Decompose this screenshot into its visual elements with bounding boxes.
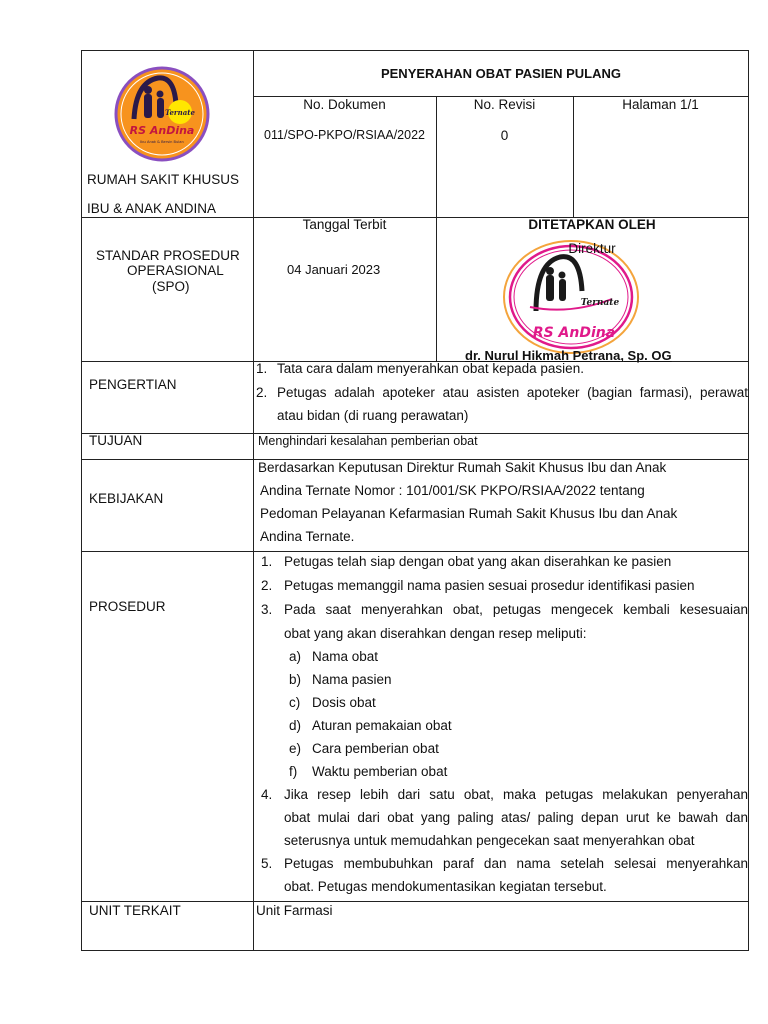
director-role: Direktur [568,241,616,256]
tujuan-label: TUJUAN [89,433,143,448]
stamp-brand: RS AnDina [532,325,616,341]
subitem-e: Cara pemberian obat [312,741,439,756]
tujuan-text: Menghindari kesalahan pemberian obat [258,434,478,448]
revision-value: 0 [500,128,509,143]
prosedur-item-3-line1: Pada saat menyerahkan obat, petugas mengecek kembali kesesuaian [284,602,748,617]
unit-terkait-label: UNIT TERKAIT [89,903,181,918]
prosedur-item-1: Petugas telah siap dengan obat yang akan diserahkan ke pasien [284,554,672,569]
logo-city: Ternate [165,108,195,117]
prosedur-item-5-line1: Petugas membubuhkan paraf dan nama setelah selesai menyerahkan [284,856,748,871]
doc-number-label: No. Dokumen [303,97,386,112]
kebijakan-label: KEBIJAKAN [89,491,164,506]
subitem-a: Nama obat [312,649,379,664]
subitem-letter-b: b) [289,672,302,687]
kebijakan-line2: Andina Ternate Nomor : 101/001/SK PKPO/RSIAA/2022 tentang [260,483,645,498]
stamp-city: Ternate [580,298,620,308]
pengertian-item-2-number: 2. [256,385,268,400]
kebijakan-line1: Berdasarkan Keputusan Direktur Rumah Sakit Khusus Ibu dan Anak [258,460,667,475]
spo-line2: OPERASIONAL [127,263,224,278]
subitem-f: Waktu pemberian obat [312,764,448,779]
issue-date-label: Tanggal Terbit [302,217,387,232]
prosedur-item-4-number: 4. [261,787,273,802]
hospital-logo [112,64,212,164]
unit-terkait-value: Unit Farmasi [256,903,333,918]
spo-line3: (SPO) [152,279,190,294]
prosedur-item-2-number: 2. [261,578,273,593]
logo-brand: RS AnDina [129,124,195,137]
logo-tagline: Ibu Anak & Bersin Bulan [140,140,184,144]
pengertian-item-1: Tata cara dalam menyerahkan obat kepada pasien. [277,361,584,376]
prosedur-item-1-number: 1. [261,554,273,569]
issue-date-value: 04 Januari 2023 [287,262,381,277]
pengertian-item-2-line1: Petugas adalah apoteker atau asisten apoteker (bagian farmasi), perawat [277,385,748,400]
subitem-letter-f: f) [289,764,298,779]
prosedur-item-5-line2: obat. Petugas mendokumentasikan kegiatan tersebut. [284,879,607,894]
prosedur-item-2: Petugas memanggil nama pasien sesuai prosedur identifikasi pasien [284,578,695,593]
pengertian-item-2-line2: atau bidan (di ruang perawatan) [277,408,469,423]
prosedur-item-4-line2: obat mulai dari obat yang paling atas/ paling depan urut ke bawah dan [284,810,748,825]
director-signature-name: dr. Nurul Hikmah Petrana, Sp. OG [465,348,672,363]
pengertian-item-1-number: 1. [256,361,268,376]
doc-number-value: 011/SPO-PKPO/RSIAA/2022 [264,128,425,142]
prosedur-item-5-number: 5. [261,856,273,871]
set-by-heading: DITETAPKAN OLEH [528,217,656,232]
subitem-letter-d: d) [289,718,302,733]
subitem-letter-e: e) [289,741,302,756]
revision-label: No. Revisi [473,97,536,112]
prosedur-item-4-line1: Jika resep lebih dari satu obat, maka petugas melakukan penyerahan [284,787,748,802]
subitem-d: Aturan pemakaian obat [312,718,452,733]
kebijakan-line4: Andina Ternate. [260,529,355,544]
spo-line1: STANDAR PROSEDUR [96,248,240,263]
subitem-letter-a: a) [289,649,302,664]
subitem-c: Dosis obat [312,695,376,710]
subitem-letter-c: c) [289,695,301,710]
hospital-name-line1: RUMAH SAKIT KHUSUS [87,172,240,187]
hospital-name-line2: IBU & ANAK ANDINA [87,201,217,216]
document-title: PENYERAHAN OBAT PASIEN PULANG [380,66,622,81]
page-indicator: Halaman 1/1 [622,97,699,112]
prosedur-label: PROSEDUR [89,599,166,614]
pengertian-label: PENGERTIAN [89,377,177,392]
prosedur-item-3-line2: obat yang akan diserahkan dengan resep meliputi: [284,626,587,641]
subitem-b: Nama pasien [312,672,392,687]
prosedur-item-3-number: 3. [261,602,273,617]
kebijakan-line3: Pedoman Pelayanan Kefarmasian Rumah Sakit Khusus Ibu dan Anak [260,506,678,521]
prosedur-item-4-line3: seterusnya untuk memudahkan pengecekan saat menyerahkan obat [284,833,695,848]
